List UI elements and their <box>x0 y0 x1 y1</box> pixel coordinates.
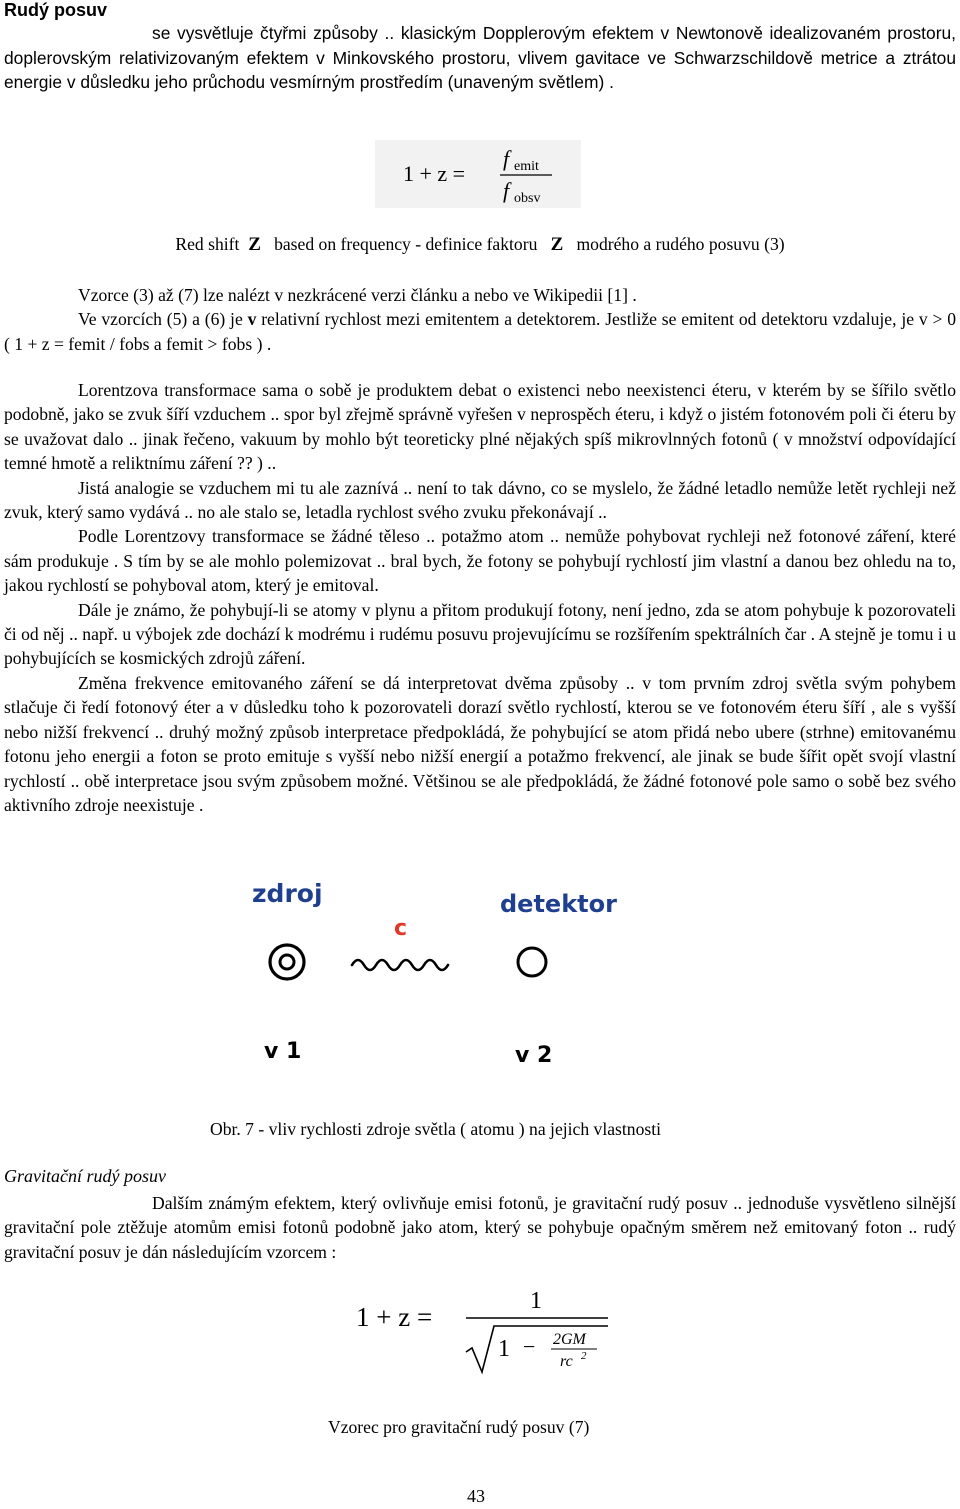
lorentz-paragraph-4: Dále je známo, že pohybují-li se atomy v plynu a přitom produkují fotony, není jedno, zda se atom pohybuje k pozorovateli či od něj .. např. u výbojek zde dochází k modrému i rudému posuvu projevujícímu se rozšířením spektrálních čar . A stejně je tomu i u pohybujících se kosmických zdrojů záření. <box>4 599 956 669</box>
vzorce-block <box>4 283 956 356</box>
grav-section-title: Gravitační rudý posuv <box>4 1166 166 1186</box>
formula2-inner-denominator: rc <box>560 1353 573 1370</box>
source-outer-circle <box>270 945 304 979</box>
vzorce-paragraph-2-a: Ve vzorcích (5) a (6) je <box>78 309 243 330</box>
formula1-den-sub: obsv <box>514 191 541 206</box>
figure-v1-label: v 1 <box>264 1039 302 1064</box>
figure-source-detector <box>230 872 630 1072</box>
redshift-caption-z2: Z <box>550 234 564 255</box>
redshift-caption-z1: Z <box>248 234 261 255</box>
figure-v2-label: v 2 <box>515 1043 553 1068</box>
section-title: Rudý posuv <box>4 0 108 20</box>
formula1-num-base: f <box>503 146 510 171</box>
formula2-one: 1 <box>498 1336 510 1362</box>
lorentz-paragraph-1: Lorentzova transformace sama o sobě je produktem debat o existenci nebo neexistenci éteru, v kterém by se šířilo světlo podobně, jako se zvuk šíří vzduchem .. spor byl zřejmě správně vyřešen v neprospěch éteru, i když o jistém fotonovém poli či éteru by se uvažovat dalo .. jinak řečeno, vakuum by mohlo být teoreticky plné nějakých spíš mikrovlnných fotonů ( v množství odpovídající temné hmotě a reliktnímu záření ?? ) .. <box>4 380 956 474</box>
grav-paragraph: Dalším známým efektem, který ovlivňuje emisi fotonů, je gravitační rudý posuv .. jednoduše vysvětleno silnější gravitační pole ztěžuje atomům emisi fotonů podobně jako atom, který se pohybuje opačným směrem než emitovaný foton .. rudý gravitační posuv je dán následujícím vzorcem : <box>4 1193 956 1262</box>
redshift-caption-prefix: Red shift <box>175 234 240 254</box>
redshift-caption-middle: based on frequency - definice faktoru <box>274 234 538 254</box>
redshift-caption <box>0 234 960 256</box>
figure-source-detector-svg <box>230 872 630 1072</box>
figure-source-label: zdroj <box>252 879 323 908</box>
formula-gravitational-redshift-svg <box>352 1280 614 1376</box>
detector-circle <box>518 948 546 976</box>
formula1-num-sub: emit <box>514 159 539 174</box>
formula2-inner-exponent: 2 <box>581 1350 587 1362</box>
formula-frequency-ratio-svg <box>375 140 581 208</box>
lorentz-paragraph-3: Podle Lorentzovy transformace se žádné těleso .. potažmo atom .. nemůže pohybovat rychleji než fotonové záření, které sám produkuje . S tím by se ale mohlo polemizovat .. bral bych, že fotony se pohybují rychlostí jim vlastní a danou bez ohledu na to, jakou rychlostí se pohyboval atom, který je emitoval. <box>4 526 956 596</box>
intro-paragraph: se vysvětluje čtyřmi způsoby .. klasickým Dopplerovým efektem v Newtonově idealizovaném prostoru, doplerovským relativizovaným efektem v Minkovského prostoru, vlivem gavitace ve Schwarzschildově metrice a ztrátou energie v důsledku jeho průchodu vesmírným prostředím (unaveným světlem) . <box>4 23 956 92</box>
figure-detector-label: detektor <box>500 890 617 918</box>
redshift-caption-suffix: modrého a rudého posuvu (3) <box>576 234 785 254</box>
lorentz-paragraph-2: Jistá analogie se vzduchem mi tu ale zaznívá .. není to tak dávno, co se myslelo, že žádné letadlo nemůže letět rychleji než zvuk, který samo vydává .. no ale stalo se, letadla rychlost svého zvuku překonávají .. <box>4 477 956 523</box>
vzorce-paragraph-2-b: relativní rychlost mezi emitentem a detektorem. Jestliže se emitent od detektoru vzdaluje, je v > 0 ( 1 + z = femit / fobs a femit > fobs ) . <box>4 309 956 354</box>
formula1-lhs: 1 + z = <box>403 161 466 186</box>
formula2-inner-numerator: 2GM <box>553 1331 586 1348</box>
vzorce-paragraph-1: Vzorce (3) až (7) lze nalézt v nezkrácené verzi článku a nebo ve Wikipedii [1] . <box>78 285 637 305</box>
lorentz-block <box>4 378 956 817</box>
formula2-numerator: 1 <box>530 1288 542 1314</box>
vzorce-paragraph-2 <box>4 307 956 356</box>
figure-caption: Obr. 7 - vliv rychlosti zdroje světla ( atomu ) na jejich vlastnosti <box>210 1119 661 1139</box>
source-inner-circle <box>280 955 294 969</box>
formula-gravitational-redshift <box>352 1280 614 1376</box>
figure-wave-label: c <box>394 916 408 941</box>
photon-wave-icon <box>352 960 448 970</box>
formula2-lhs: 1 + z = <box>356 1302 433 1332</box>
page-number: 43 <box>467 1486 485 1506</box>
vzorce-paragraph-2-v: v <box>247 309 257 330</box>
formula-frequency-ratio <box>375 140 581 208</box>
formula2-minus: − <box>523 1334 536 1359</box>
lorentz-paragraph-5: Změna frekvence emitovaného záření se dá interpretovat dvěma způsoby .. v tom prvním zdroj světla svým pohybem stlačuje či ředí fotonový éter a v důsledku toho k pozorovateli dorazí světlo rychlostí, kterou se ve fotonovém éteru šíří , ale s vyšší nebo nižší frekvencí .. druhý možný způsob interpretace předpokládá, že pohybující se atom přidá nebo ubere (strhne) emitovanému fotonu jeho energii a foton se proto emituje s vyšší nebo nižší energií a potažmo frekvencí, ale jinak se bude šířit opět svojí vlastní rychlostí .. obě interpretace jsou svým způsobem možné. Většinou se ale předpokládá, že žádné fotonové pole samo o sobě bez svého aktivního zdroje neexistuje . <box>4 672 956 815</box>
formula1-den-base: f <box>503 178 510 203</box>
formula2-caption: Vzorec pro gravitační rudý posuv (7) <box>328 1417 590 1437</box>
